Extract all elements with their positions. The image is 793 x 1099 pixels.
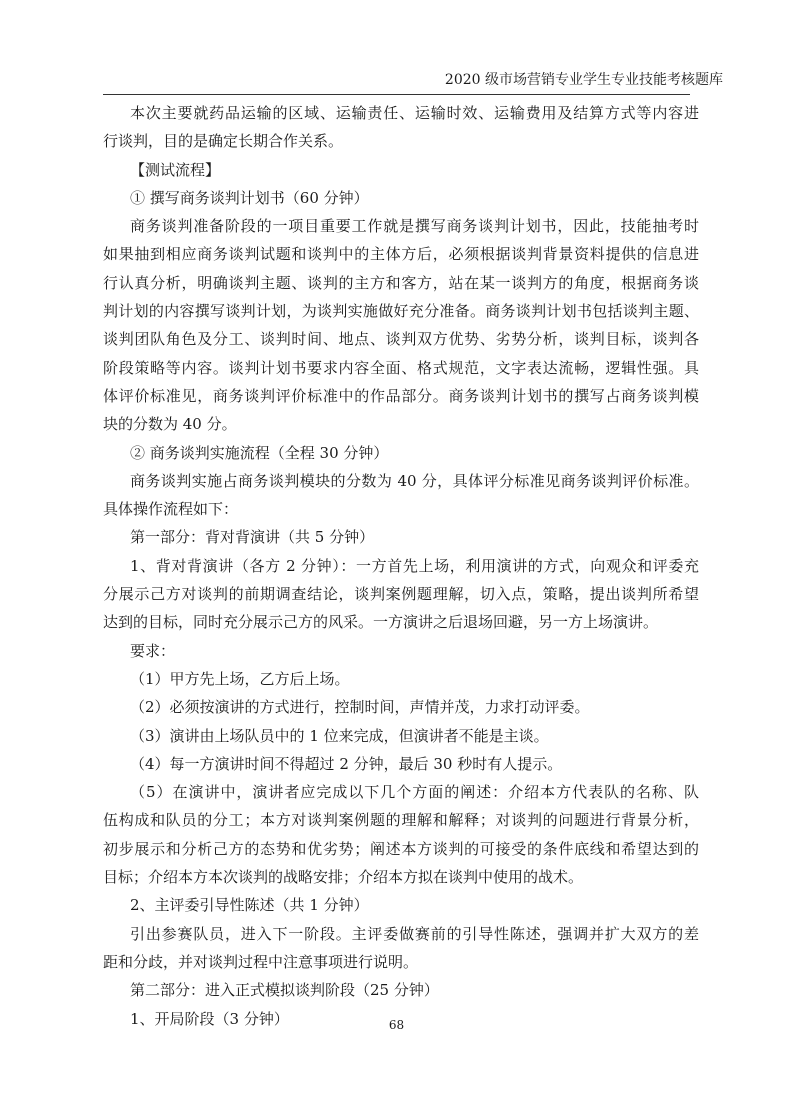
step-heading: ① 撰写商务谈判计划书（60 分钟） <box>130 188 369 207</box>
step-heading: 1、开局阶段（3 分钟） <box>130 1009 289 1028</box>
paragraph-line: 伍构成和队员的分工；本方对谈判案例题的理解和解释；对谈判的问题进行背景分析， <box>103 811 699 830</box>
paragraph-line: 引出参赛队员，进入下一阶段。主评委做赛前的引导性陈述，强调并扩大双方的差 <box>130 924 699 943</box>
paragraph-line: 目标；介绍本方本次谈判的战略安排；介绍本方拟在谈判中使用的战术。 <box>103 868 584 887</box>
paragraph-line: 如果抽到相应商务谈判试题和谈判中的主体方后，必须根据谈判背景资料提供的信息进 <box>103 245 699 264</box>
paragraph-line: 本次主要就药品运输的区域、运输责任、运输时效、运输费用及结算方式等内容进 <box>130 104 699 122</box>
requirement-item: （1）甲方先上场，乙方后上场。 <box>130 669 350 688</box>
section-heading: 【测试流程】 <box>130 160 221 179</box>
requirement-item: （4）每一方演讲时间不得超过 2 分钟，最后 30 秒时有人提示。 <box>130 754 563 773</box>
header-rule <box>103 94 690 95</box>
paragraph-line: 商务谈判准备阶段的一项目重要工作就是撰写商务谈判计划书，因此，技能抽考时 <box>130 217 699 236</box>
page-number: 68 <box>388 1018 405 1032</box>
requirement-item: （3）演讲由上场队员中的 1 位来完成，但演讲者不能是主谈。 <box>130 726 549 745</box>
paragraph-line: 体评价标准见，商务谈判评价标准中的作品部分。商务谈判计划书的撰写占商务谈判模 <box>103 386 699 405</box>
requirement-item: （5）在演讲中，演讲者应完成以下几个方面的阐述：介绍本方代表队的名称、队 <box>130 783 699 802</box>
body-text <box>103 99 699 1033</box>
paragraph-line: 达到的目标，同时充分展示己方的风采。一方演讲之后退场回避，另一方上场演讲。 <box>103 613 659 632</box>
paragraph-line: 阶段策略等内容。谈判计划书要求内容全面、格式规范，文字表达流畅，逻辑性强。具 <box>103 358 699 377</box>
paragraph-line: 商务谈判实施占商务谈判模块的分数为 40 分，具体评分标准见商务谈判评价标准。 <box>130 471 699 490</box>
paragraph-line: 分展示己方对谈判的前期调查结论，谈判案例题理解，切入点，策略，提出谈判所希望 <box>103 585 699 604</box>
part-heading: 第二部分：进入正式模拟谈判阶段（25 分钟） <box>130 981 439 1000</box>
paragraph-line: 1、背对背演讲（各方 2 分钟）：一方首先上场，利用演讲的方式，向观众和评委充 <box>130 556 699 575</box>
running-header: 2020 级市场营销专业学生专业技能考核题库 <box>444 72 723 88</box>
part-heading: 第一部分：背对背演讲（共 5 分钟） <box>130 528 375 547</box>
paragraph-line: 初步展示和分析己方的态势和优劣势；阐述本方谈判的可接受的条件底线和希望达到的 <box>103 839 699 858</box>
paragraph-line: 距和分歧，并对谈判过程中注意事项进行说明。 <box>103 952 419 971</box>
paragraph-line: 判计划的内容撰写谈判计划，为谈判实施做好充分准备。商务谈判计划书包括谈判主题、 <box>103 302 699 321</box>
requirement-item: （2）必须按演讲的方式进行，控制时间，声情并茂，力求打动评委。 <box>130 698 590 717</box>
step-heading: ② 商务谈判实施流程（全程 30 分钟） <box>130 443 389 462</box>
step-heading: 2、主评委引导性陈述（共 1 分钟） <box>130 896 369 915</box>
paragraph-line: 行认真分析，明确谈判主题、谈判的主方和客方，站在某一谈判方的角度，根据商务谈 <box>103 273 699 292</box>
paragraph-line: 具体操作流程如下： <box>103 500 239 519</box>
paragraph-line: 块的分数为 40 分。 <box>103 415 237 434</box>
requirements-label: 要求： <box>130 641 176 660</box>
paragraph-line: 行谈判，目的是确定长期合作关系。 <box>103 132 344 151</box>
paragraph-line: 谈判团队角色及分工、谈判时间、地点、谈判双方优势、劣势分析，谈判目标，谈判各 <box>103 330 699 349</box>
